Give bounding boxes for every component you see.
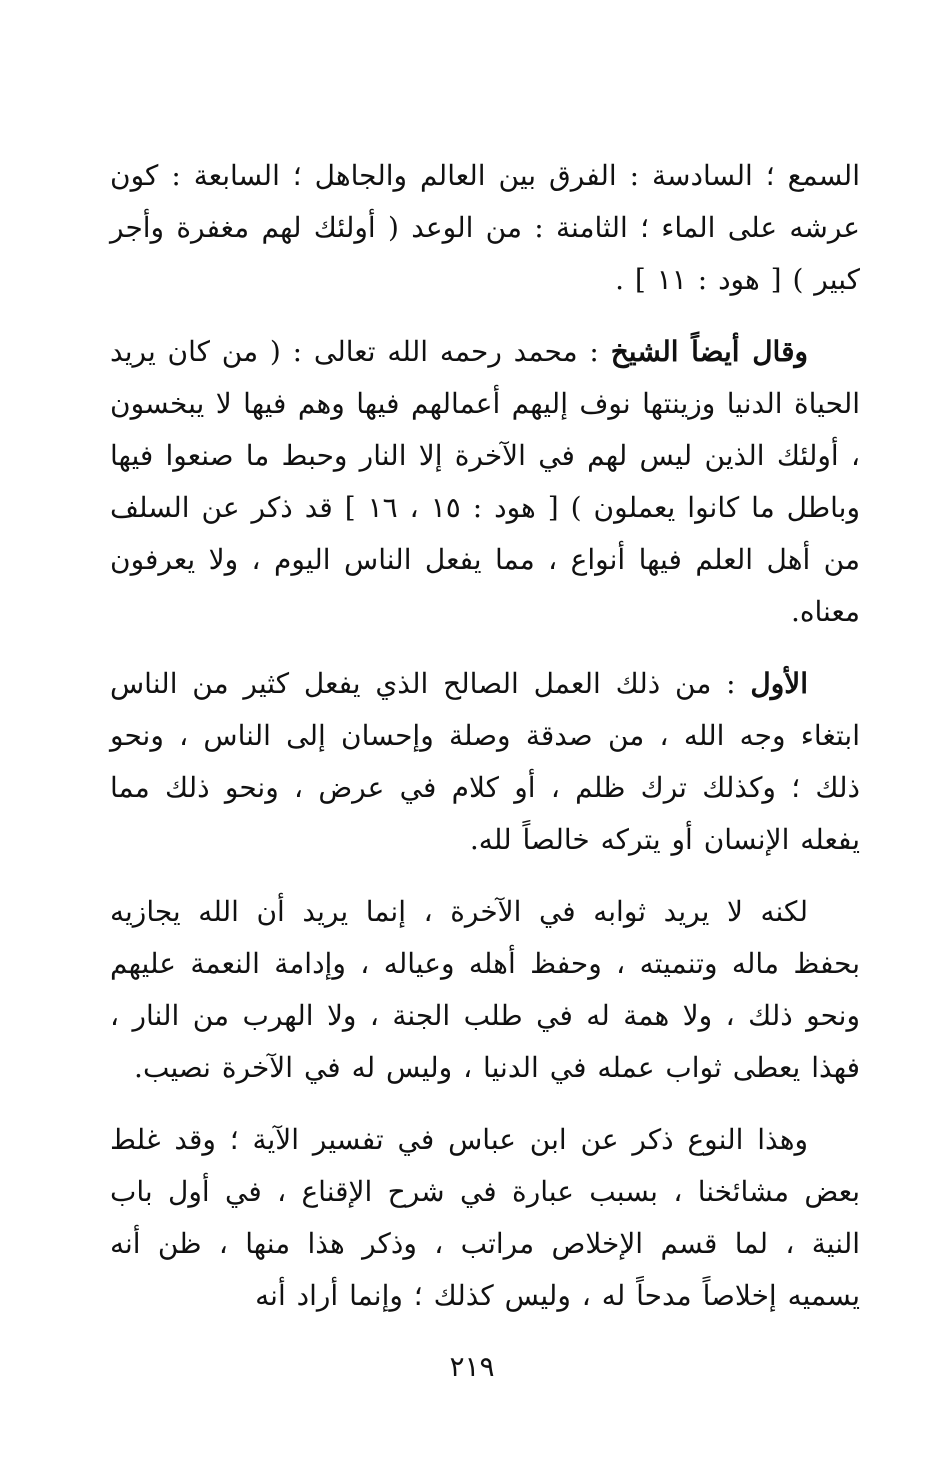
paragraph-2-lead: وقال أيضاً الشيخ (610, 335, 808, 368)
paragraph-3-text: : من ذلك العمل الصالح الذي يفعل كثير من الناس ابتغاء وجه الله ، من صدقة وصلة وإحسان إلى الناس ، ونحو ذلك ؛ وكذلك ترك ظلم ، أو كلام في عرض ، ونحو ذلك مما يفعله الإنسان أو يتركه خالصاً لله. (110, 667, 860, 856)
paragraph-5-text: وهذا النوع ذكر عن ابن عباس في تفسير الآية ؛ وقد غلط بعض مشائخنا ، بسبب عبارة في شرح الإقناع ، في أول باب النية ، لما قسم الإخلاص مراتب ، وذكر هذا منها ، ظن أنه يسميه إخلاصاً مدحاً له ، وليس كذلك ؛ وإنما أراد أنه (110, 1123, 860, 1312)
paragraph-1 (110, 150, 860, 306)
paragraph-3 (110, 658, 860, 866)
paragraph-3-lead: الأول (750, 667, 808, 700)
paragraph-2 (110, 326, 860, 638)
paragraph-1-text: السمع ؛ السادسة : الفرق بين العالم والجاهل ؛ السابعة : كون عرشه على الماء ؛ الثامنة : من الوعد ( أولئك لهم مغفرة وأجر كبير ) [ هود : ١١ ] . (110, 159, 860, 296)
paragraph-2-text: : محمد رحمه الله تعالى : ( من كان يريد الحياة الدنيا وزينتها نوف إليهم أعمالهم فيها وهم فيها لا يبخسون ، أولئك الذين ليس لهم في الآخرة إلا النار وحبط ما صنعوا فيها وباطل ما كانوا يعملون ) [ هود : ١٥ ، ١٦ ] قد ذكر عن السلف من أهل العلم فيها أنواع ، مما يفعل الناس اليوم ، ولا يعرفون معناه. (110, 335, 860, 628)
paragraph-4 (110, 886, 860, 1094)
paragraph-4-text: لكنه لا يريد ثوابه في الآخرة ، إنما يريد أن الله يجازيه بحفظ ماله وتنميته ، وحفظ أهله وعياله ، وإدامة النعمة عليهم ونحو ذلك ، ولا همة له في طلب الجنة ، ولا الهرب من النار ، فهذا يعطى ثواب عمله في الدنيا ، وليس له في الآخرة نصيب. (110, 895, 860, 1084)
paragraph-5 (110, 1114, 860, 1322)
page-number: ٢١٩ (449, 1350, 495, 1383)
page-body (110, 150, 860, 1342)
